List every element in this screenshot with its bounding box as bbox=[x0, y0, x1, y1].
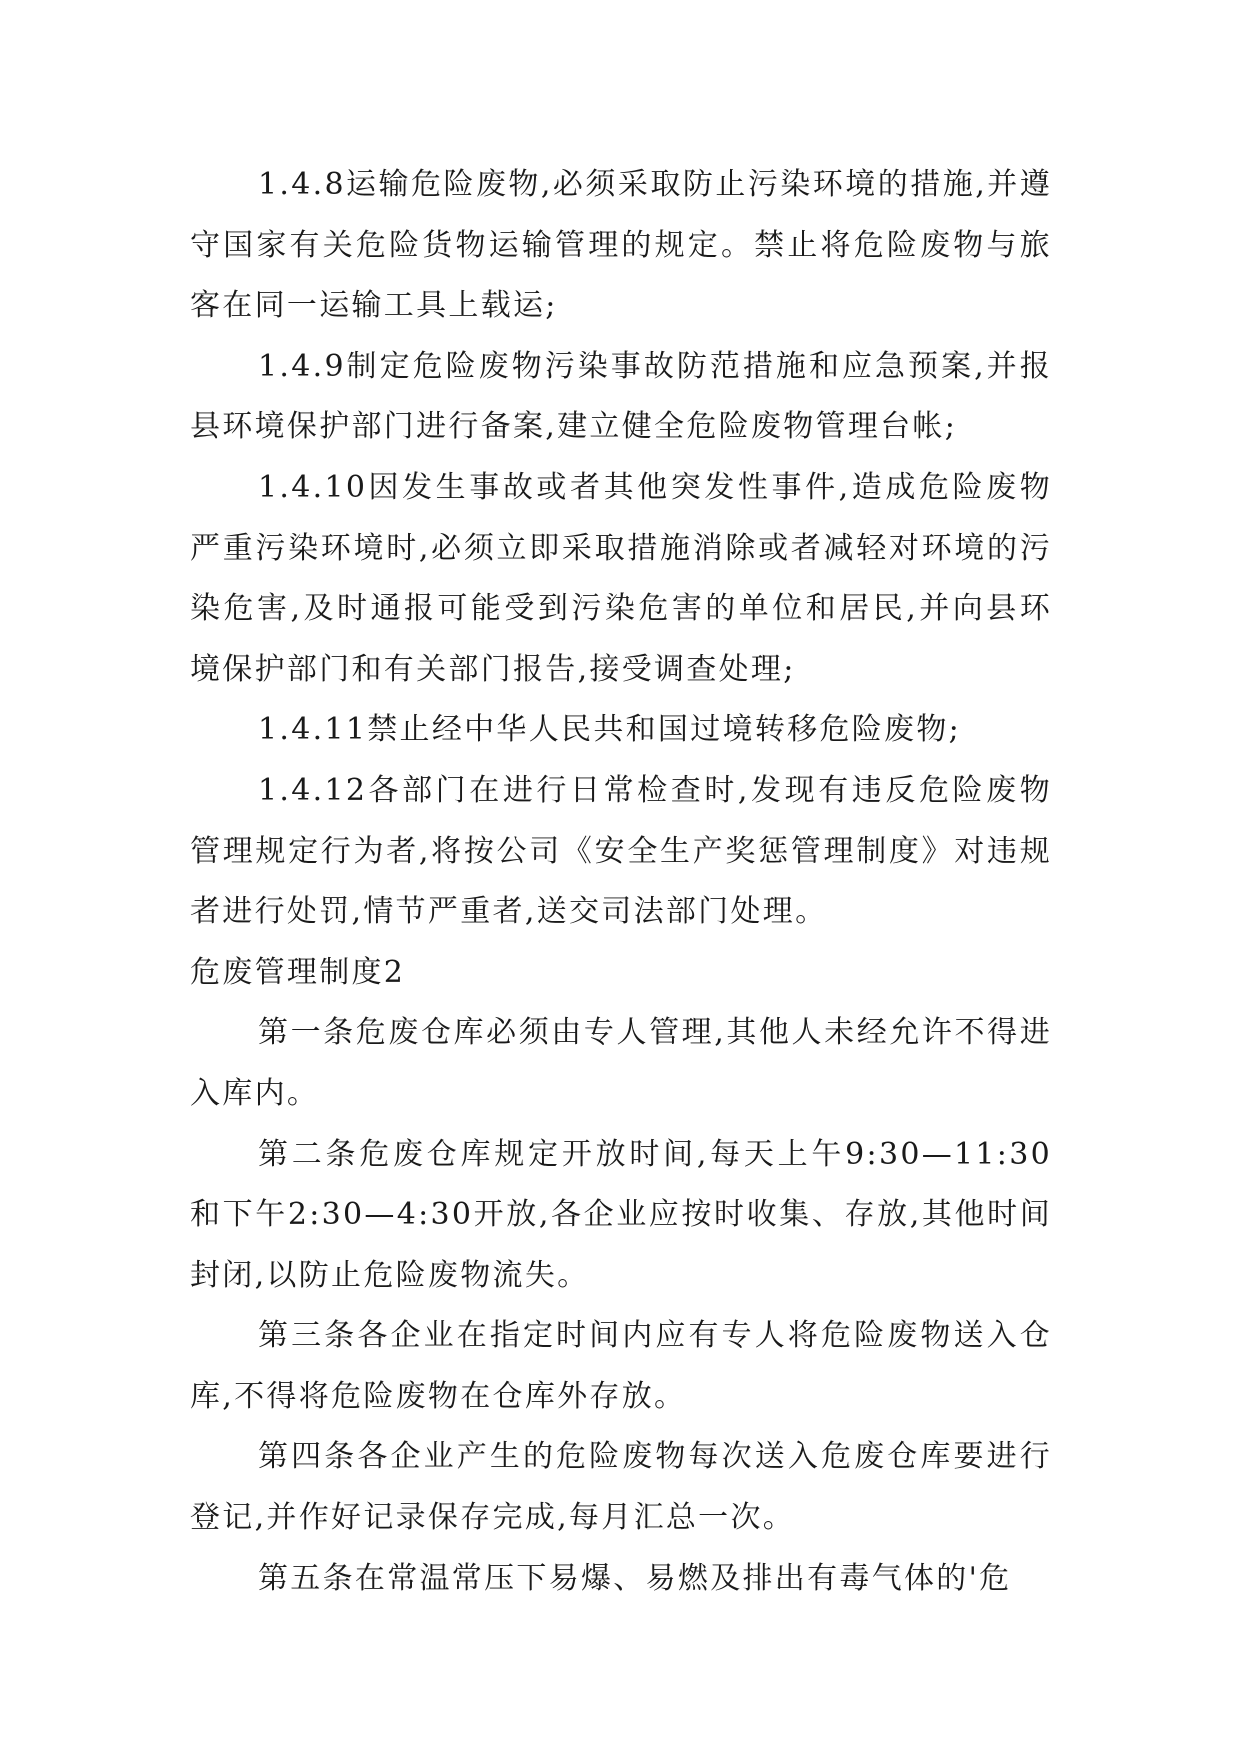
article-4: 第四条各企业产生的危险废物每次送入危废仓库要进行登记,并作好记录保存完成,每月汇总一次。 bbox=[190, 1439, 1052, 1536]
paragraph-1-4-12: 1.4.12各部门在进行日常检查时,发现有违反危险废物管理规定行为者,将按公司《安全生产奖惩管理制度》对违规者进行处罚,情节严重者,送交司法部门处理。 bbox=[190, 772, 1052, 930]
paragraph-1-4-11: 1.4.11禁止经中华人民共和国过境转移危险废物; bbox=[258, 712, 962, 748]
paragraph-1-4-8: 1.4.8运输危险废物,必须采取防止污染环境的措施,并遵守国家有关危险货物运输管理的规定。禁止将危险废物与旅客在同一运输工具上载运; bbox=[190, 167, 1052, 324]
paragraph-1-4-9: 1.4.9制定危险废物污染事故防范措施和应急预案,并报县环境保护部门进行备案,建立健全危险废物管理台帐; bbox=[190, 348, 1052, 445]
document-body bbox=[190, 155, 1052, 1609]
article-1: 第一条危废仓库必须由专人管理,其他人未经允许不得进入库内。 bbox=[190, 1015, 1052, 1111]
section-heading: 危废管理制度2 bbox=[190, 954, 406, 990]
paragraph-1-4-10: 1.4.10因发生事故或者其他突发性事件,造成危险废物严重污染环境时,必须立即采取措施消除或者减轻对环境的污染危害,及时通报可能受到污染危害的单位和居民,并向县环境保护部门和有关部门报告,接受调查处理; bbox=[190, 469, 1052, 687]
article-5: 第五条在常温常压下易爆、易燃及排出有毒气体的'危 bbox=[258, 1560, 1012, 1596]
article-3: 第三条各企业在指定时间内应有专人将危险废物送入仓库,不得将危险废物在仓库外存放。 bbox=[190, 1318, 1052, 1414]
article-2: 第二条危废仓库规定开放时间,每天上午9:30—11:30和下午2:30—4:30开放,各企业应按时收集、存放,其他时间封闭,以防止危险废物流失。 bbox=[190, 1136, 1052, 1293]
